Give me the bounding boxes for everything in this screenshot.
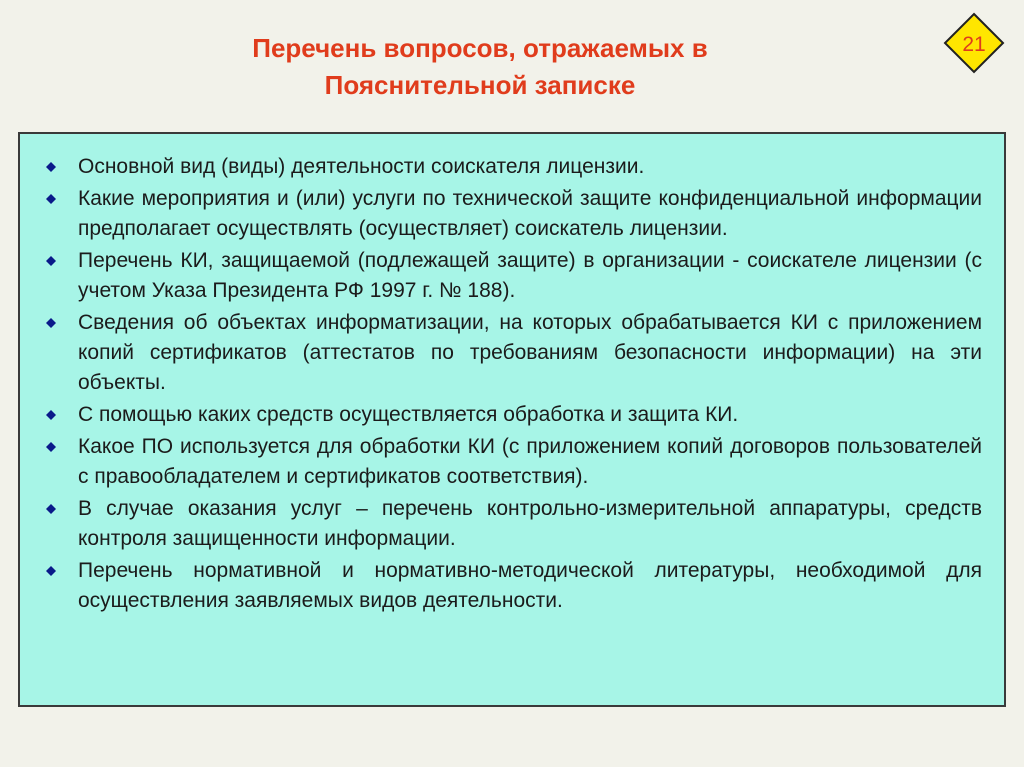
list-item: [40, 308, 982, 398]
list-item-text: Какие мероприятия и (или) услуги по технической защите конфиденциальной информации предполагает осуществлять (осуществляет) соискатель лицензии.: [78, 187, 982, 240]
diamond-bullet-icon: [46, 442, 56, 452]
diamond-bullet-icon: [46, 410, 56, 420]
list-item: [40, 400, 982, 430]
list-item-text: Какое ПО используется для обработки КИ (с приложением копий договоров пользователей с правообладателем и сертификатов соответствия).: [78, 435, 982, 488]
diamond-bullet-icon: [46, 256, 56, 266]
diamond-bullet-icon: [46, 318, 56, 328]
list-item: [40, 494, 982, 554]
diamond-bullet-icon: [46, 566, 56, 576]
list-item: [40, 184, 982, 244]
diamond-bullet-icon: [46, 194, 56, 204]
list-item-text: Сведения об объектах информатизации, на которых обрабатывается КИ с приложением копий сертификатов (аттестатов по требованиям безопасности информации) на эти объекты.: [78, 311, 982, 394]
bullet-list: [40, 152, 982, 616]
list-item-text: Основной вид (виды) деятельности соискателя лицензии.: [78, 155, 645, 178]
list-item: [40, 432, 982, 492]
slide-title-line-1: Перечень вопросов, отражаемых в: [252, 33, 708, 63]
list-item: [40, 246, 982, 306]
diamond-bullet-icon: [46, 162, 56, 172]
page-number: 21: [962, 33, 986, 56]
list-item-text: В случае оказания услуг – перечень контрольно-измерительной аппаратуры, средств контроля защищенности информации.: [78, 497, 982, 550]
slide-title: [180, 30, 780, 104]
list-item-text: Перечень нормативной и нормативно-методической литературы, необходимой для осуществления заявляемых видов деятельности.: [78, 559, 982, 612]
page-number-badge: [943, 12, 1005, 74]
slide-title-line-2: Пояснительной записке: [324, 70, 636, 100]
list-item: [40, 152, 982, 182]
list-item: [40, 556, 982, 616]
list-item-text: С помощью каких средств осуществляется обработка и защита КИ.: [78, 403, 739, 426]
list-item-text: Перечень КИ, защищаемой (подлежащей защите) в организации - соискателе лицензии (с учетом Указа Президента РФ 1997 г. № 188).: [78, 249, 982, 302]
diamond-bullet-icon: [46, 504, 56, 514]
content-box: [18, 132, 1006, 707]
